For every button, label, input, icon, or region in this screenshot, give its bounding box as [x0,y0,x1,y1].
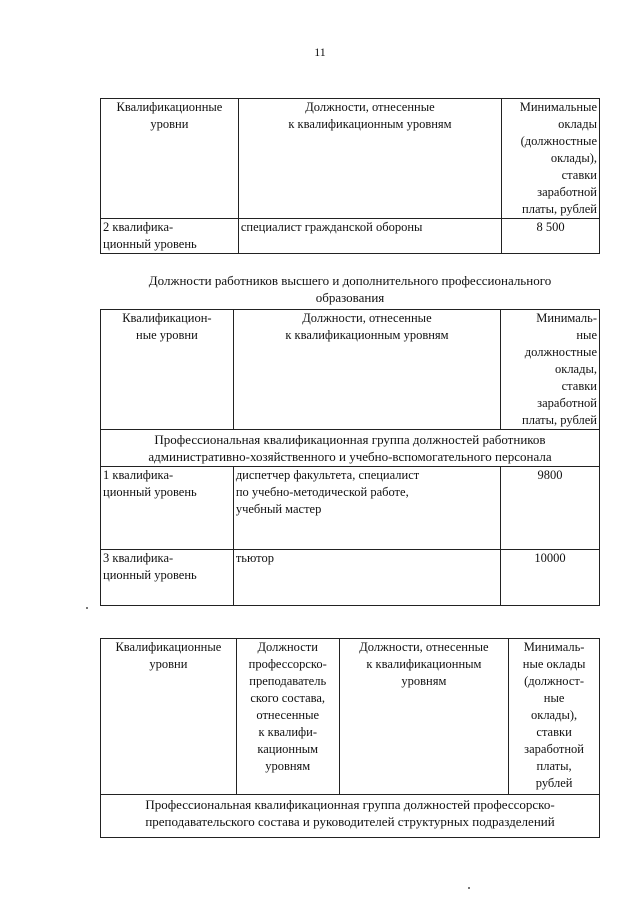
qualification-table-1 [100,98,600,254]
header-salary: Минималь- ные оклады (должност- ные оклады), ставки заработной платы, рублей [509,639,600,795]
table-row [101,219,600,254]
header-salary: Минималь- ные должностные оклады, ставки заработной платы, рублей [501,310,600,430]
level-cell: 3 квалифика- ционный уровень [101,550,234,606]
salary-cell: 10000 [501,550,600,606]
header-positions: Должности, отнесенные к квалификационным уровням [233,310,500,430]
qualification-table-2 [100,309,600,606]
header-levels: Квалификационные уровни [101,639,237,795]
positions-cell: специалист гражданской обороны [238,219,501,254]
header-pps-positions: Должности профессорско- преподаватель ского состава, отнесенные к квалифи- кационным уровням [236,639,339,795]
group-title-row [101,430,600,467]
group-title: Профессиональная квалификационная группа должностей работников административно-хозяйственного и учебно-вспомогательного персонала [101,430,600,467]
header-positions: Должности, отнесенные к квалификационным уровням [238,99,501,219]
salary-cell: 9800 [501,467,600,550]
salary-cell: 8 500 [502,219,600,254]
level-cell: 1 квалифика- ционный уровень [101,467,234,550]
qualification-table-3 [100,638,600,838]
header-levels: Квалификацион- ные уровни [101,310,234,430]
scan-speck [86,607,88,609]
group-title-row [101,795,600,838]
section-heading: Должности работников высшего и дополнительного профессионального образования [148,273,552,305]
table-header-row [101,639,600,795]
table-row [101,467,600,550]
page-number: 11 [314,45,326,59]
table-row [101,550,600,606]
scan-speck [468,887,470,889]
table-header-row [101,310,600,430]
positions-cell: тьютор [233,550,500,606]
table-header-row [101,99,600,219]
header-salary: Минимальные оклады (должностные оклады), ставки заработной платы, рублей [502,99,600,219]
header-levels: Квалификационные уровни [101,99,239,219]
level-cell: 2 квалифика- ционный уровень [101,219,239,254]
positions-cell: диспетчер факультета, специалист по учебно-методической работе, учебный мастер [233,467,500,550]
header-positions: Должности, отнесенные к квалификационным уровням [339,639,509,795]
group-title: Профессиональная квалификационная группа должностей профессорско- преподавательского состава и руководителей структурных подразделений [101,795,600,838]
